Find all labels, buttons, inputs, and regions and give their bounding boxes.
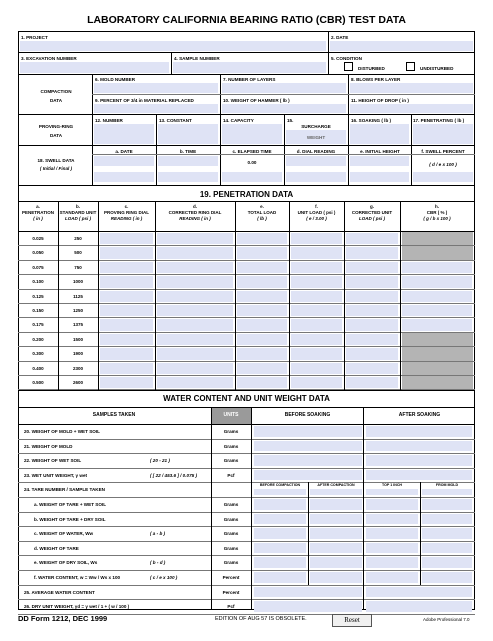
pen-input-cell[interactable]: [157, 363, 233, 374]
pen-header-unit: ( e / 3.00 ): [306, 216, 327, 221]
excavation-number-input[interactable]: [20, 62, 169, 73]
pen-input-cell[interactable]: [157, 348, 233, 359]
pen-standard-load-value: 1900: [72, 351, 83, 357]
disturbed-checkbox[interactable]: [344, 62, 353, 71]
pen-input-cell[interactable]: [346, 305, 398, 316]
pen-standard-load-value: 2300: [72, 365, 83, 371]
pen-header-unit: LOAD ( psi ): [65, 216, 91, 221]
after-soaking-header: AFTER SOAKING: [398, 412, 441, 418]
pen-input-cell[interactable]: [100, 276, 153, 287]
water-input-cell[interactable]: [310, 543, 362, 554]
water-row-formula: ( 20 - 21 ): [150, 458, 170, 464]
water-row-label: e. WEIGHT OF DRY SOIL, Ws: [34, 560, 98, 566]
pen-header-name: CBR ( % ): [426, 210, 448, 215]
pen-input-cell[interactable]: [237, 334, 287, 345]
blows-label: 8. BLOWS PER LAYER: [351, 77, 401, 82]
pen-header-name: CORRECTED UNIT: [351, 210, 393, 215]
pen-input-cell[interactable]: [100, 262, 153, 273]
water-input-cell[interactable]: [366, 543, 418, 554]
water-row-unit: Percent: [222, 589, 240, 595]
pen-penetration-value: 0.400: [32, 365, 44, 371]
tare-number-input[interactable]: [422, 489, 472, 495]
water-input-cell[interactable]: [254, 543, 306, 554]
ring-constant-label: 13. CONSTANT: [159, 118, 192, 123]
water-input-cell[interactable]: [310, 514, 362, 525]
ring-number-label: 12. NUMBER: [95, 118, 123, 123]
before-soaking-input[interactable]: [254, 587, 362, 598]
pen-header-name: PROVING RING DIAL: [103, 210, 149, 215]
pen-input-cell[interactable]: [237, 233, 287, 244]
pen-header-name: TOTAL LOAD: [247, 210, 277, 215]
pen-standard-load-value: 1000: [72, 279, 83, 285]
water-input-cell[interactable]: [422, 543, 472, 554]
undisturbed-checkbox[interactable]: [406, 62, 415, 71]
pen-input-cell[interactable]: [346, 276, 398, 287]
date-input[interactable]: [330, 41, 473, 51]
after-soaking-input[interactable]: [366, 601, 472, 612]
soaking-label: 16. SOAKING ( lb ): [351, 118, 392, 123]
hammer-label: 10. WEIGHT OF HAMMER ( lb ): [223, 98, 290, 103]
water-input-cell[interactable]: [366, 528, 418, 539]
pen-input-cell[interactable]: [100, 233, 153, 244]
cbr-input-cell[interactable]: [402, 305, 472, 316]
pen-input-cell[interactable]: [291, 291, 342, 302]
pen-penetration-value: 0.200: [32, 336, 44, 342]
cbr-shaded-cell: [402, 347, 473, 360]
swell-time-final[interactable]: [158, 172, 218, 182]
pen-standard-load-value: 1125: [73, 293, 83, 299]
penetration-title: 19. PENETRATION DATA: [199, 190, 294, 199]
pen-header-letter: e.: [260, 204, 264, 209]
water-input-cell[interactable]: [254, 557, 306, 568]
water-input-cell[interactable]: [310, 528, 362, 539]
pen-input-cell[interactable]: [237, 262, 287, 273]
water-input-cell[interactable]: [366, 514, 418, 525]
pen-input-cell[interactable]: [346, 377, 398, 388]
layers-input[interactable]: [222, 83, 346, 93]
sample-number-input[interactable]: [173, 62, 326, 73]
pen-input-cell[interactable]: [237, 363, 287, 374]
blows-input[interactable]: [350, 83, 473, 93]
before-soaking-input[interactable]: [254, 470, 362, 481]
water-row-label: d. WEIGHT OF TARE: [34, 545, 79, 551]
water-row-unit: Grams: [223, 516, 239, 522]
water-row-unit: Percent: [222, 575, 240, 580]
proving-ring-label-1: PROVING-RING: [38, 124, 74, 129]
pen-header-name: CORRECTED RING DIAL: [168, 210, 222, 215]
swell-percent-formula: ( d / e x 100 ): [429, 162, 457, 167]
water-subcol-header: TOP 1 INCH: [381, 483, 403, 488]
pen-header-letter: d.: [193, 204, 197, 209]
compaction-label-2: DATA: [49, 98, 63, 103]
pen-penetration-value: 0.125: [32, 293, 44, 299]
water-row-unit: Grams: [223, 560, 239, 566]
after-soaking-input[interactable]: [366, 455, 472, 466]
pen-penetration-value: 0.025: [32, 236, 44, 241]
cbr-input-cell[interactable]: [402, 276, 472, 287]
cbr-shaded-cell: [402, 246, 473, 259]
after-soaking-input[interactable]: [366, 426, 472, 437]
drop-label: 11. HEIGHT OF DROP ( in ): [351, 98, 409, 103]
swell-dial-initial[interactable]: [286, 156, 346, 166]
pen-input-cell[interactable]: [237, 247, 287, 258]
surcharge-label-3: WEIGHT: [306, 135, 326, 140]
swell-label-1: 18. SWELL DATA: [37, 158, 75, 163]
pen-penetration-value: 0.050: [32, 250, 44, 256]
pen-header-unit: READING ( in ): [110, 216, 143, 221]
pen-penetration-value: 0.075: [32, 264, 44, 270]
swell-dial-label: d. DIAL READING: [296, 149, 336, 154]
pen-input-cell[interactable]: [100, 319, 153, 330]
pen-input-cell[interactable]: [291, 305, 342, 316]
pen-standard-load-value: 750: [74, 264, 82, 270]
pen-standard-load-value: 250: [74, 236, 82, 241]
pen-standard-load-value: 1375: [72, 322, 83, 328]
before-soaking-input[interactable]: [254, 455, 362, 466]
pen-input-cell[interactable]: [346, 334, 398, 345]
water-input-cell[interactable]: [310, 572, 362, 583]
swell-percent-label: f. SWELL PERCENT: [421, 149, 465, 154]
pen-standard-load-value: 2600: [72, 380, 83, 385]
water-input-cell[interactable]: [422, 528, 472, 539]
water-row-label: 25. AVERAGE WATER CONTENT: [24, 589, 95, 595]
before-soaking-input[interactable]: [254, 601, 362, 612]
tare-number-input[interactable]: [310, 489, 362, 495]
reset-button[interactable]: Reset: [332, 614, 372, 627]
water-row-unit: Grams: [223, 545, 239, 551]
pen-input-cell[interactable]: [100, 377, 153, 388]
water-row-formula: ( a - b ): [150, 531, 166, 537]
pen-input-cell[interactable]: [100, 305, 153, 316]
water-input-cell[interactable]: [254, 572, 306, 583]
swell-elapsed-final[interactable]: [222, 172, 282, 182]
pen-input-cell[interactable]: [100, 348, 153, 359]
pen-input-cell[interactable]: [157, 262, 233, 273]
pen-header-letter: h.: [435, 204, 439, 209]
soaking-input[interactable]: [350, 124, 409, 144]
pen-header-unit: ( in ): [33, 216, 43, 221]
swell-date-final[interactable]: [94, 172, 154, 182]
swell-elapsed-value: 0.00: [247, 160, 257, 165]
pen-input-cell[interactable]: [237, 377, 287, 388]
pen-standard-load-value: 1250: [72, 308, 83, 313]
water-subcol-header: BEFORE COMPACTION: [259, 483, 301, 488]
project-label: 1. PROJECT: [21, 35, 48, 40]
pen-penetration-value: 0.500: [32, 380, 44, 385]
pen-input-cell[interactable]: [346, 348, 398, 359]
water-input-cell[interactable]: [422, 572, 472, 583]
pen-header-unit: ( lb ): [257, 216, 267, 221]
excavation-number-label: 3. EXCAVATION NUMBER: [21, 56, 77, 61]
cbr-shaded-cell: [402, 333, 473, 346]
water-subcol-header: FROM MOLD: [435, 483, 459, 488]
pen-input-cell[interactable]: [291, 319, 342, 330]
pen-input-cell[interactable]: [157, 334, 233, 345]
form-id: DD Form 1212, DEC 1999: [18, 614, 108, 623]
swell-height-label: e. INITIAL HEIGHT: [360, 149, 400, 154]
sample-number-label: 4. SAMPLE NUMBER: [174, 56, 220, 61]
surcharge-label-2: SURCHARGE: [301, 124, 331, 129]
compaction-label-1: COMPACTION: [40, 89, 72, 94]
after-soaking-input[interactable]: [366, 587, 472, 598]
cbr-input-cell[interactable]: [402, 291, 472, 302]
before-soaking-input[interactable]: [254, 441, 362, 452]
pen-input-cell[interactable]: [237, 276, 287, 287]
water-input-cell[interactable]: [422, 514, 472, 525]
pen-header-unit: READING ( in ): [179, 216, 211, 221]
software-note: Adobe Professional 7.0: [423, 617, 470, 622]
penetrating-input[interactable]: [413, 124, 473, 144]
proving-ring-label-2: DATA: [49, 133, 63, 138]
swell-elapsed-label: c. ELAPSED TIME: [232, 149, 272, 154]
swell-dial-final[interactable]: [286, 172, 346, 182]
before-soaking-input[interactable]: [254, 426, 362, 437]
percent-replaced-input[interactable]: [94, 104, 218, 113]
pen-input-cell[interactable]: [157, 319, 233, 330]
pen-input-cell[interactable]: [291, 247, 342, 258]
pen-penetration-value: 0.300: [32, 351, 44, 357]
pen-input-cell[interactable]: [237, 291, 287, 302]
water-subcol-header: AFTER COMPACTION: [317, 483, 355, 488]
pen-input-cell[interactable]: [100, 363, 153, 374]
pen-input-cell[interactable]: [237, 348, 287, 359]
pen-input-cell[interactable]: [346, 291, 398, 302]
condition-label: 5. CONDITION: [331, 56, 362, 61]
pen-input-cell[interactable]: [157, 247, 233, 258]
pen-header-name: UNIT LOAD ( psi ): [297, 210, 336, 215]
pen-input-cell[interactable]: [346, 233, 398, 244]
ring-number-input[interactable]: [94, 124, 154, 144]
water-title: WATER CONTENT AND UNIT WEIGHT DATA: [163, 394, 330, 403]
water-input-cell[interactable]: [310, 499, 362, 510]
pen-penetration-value: 0.175: [32, 322, 44, 328]
water-input-cell[interactable]: [254, 499, 306, 510]
pen-header-letter: b.: [76, 204, 80, 209]
form-title: LABORATORY CALIFORNIA BEARING RATIO (CBR) TEST DATA: [87, 14, 406, 26]
pen-header-name: STANDARD UNIT: [59, 210, 97, 215]
pen-input-cell[interactable]: [291, 262, 342, 273]
mold-number-label: 6. MOLD NUMBER: [95, 77, 136, 82]
water-input-cell[interactable]: [422, 499, 472, 510]
ring-capacity-label: 14. CAPACITY: [223, 118, 254, 123]
water-row-label: c. WEIGHT OF WATER, Ww: [34, 531, 94, 537]
cbr-shaded-cell: [402, 232, 473, 245]
tare-number-input[interactable]: [366, 489, 418, 495]
mold-number-input[interactable]: [94, 83, 218, 93]
swell-label-2: ( Initial / Final ): [39, 166, 73, 171]
pen-input-cell[interactable]: [157, 233, 233, 244]
pen-input-cell[interactable]: [291, 276, 342, 287]
water-row-unit: Grams: [223, 458, 239, 464]
pen-input-cell[interactable]: [237, 305, 287, 316]
cbr-shaded-cell: [402, 362, 473, 375]
water-input-cell[interactable]: [366, 499, 418, 510]
water-row-unit: Grams: [223, 429, 239, 434]
pen-input-cell[interactable]: [157, 377, 233, 388]
hammer-input[interactable]: [222, 104, 346, 113]
pen-input-cell[interactable]: [291, 334, 342, 345]
water-row-label: 20. WEIGHT OF MOLD + WET SOIL: [24, 429, 100, 434]
water-input-cell[interactable]: [254, 528, 306, 539]
pen-input-cell[interactable]: [346, 319, 398, 330]
water-row-label: b. WEIGHT OF TARE + DRY SOIL: [34, 516, 106, 522]
water-input-cell[interactable]: [422, 557, 472, 568]
water-row-label: f. WATER CONTENT, w = Ww / Ws x 100: [34, 575, 121, 580]
water-row-unit: Pcf: [227, 472, 235, 478]
swell-time-initial[interactable]: [158, 156, 218, 166]
water-row-unit: Grams: [223, 443, 239, 449]
cbr-shaded-cell: [402, 376, 473, 389]
water-input-cell[interactable]: [366, 557, 418, 568]
disturbed-label: DISTURBED: [358, 66, 385, 71]
project-input[interactable]: [20, 41, 326, 51]
swell-height-final[interactable]: [350, 172, 409, 182]
pen-penetration-value: 0.100: [32, 279, 44, 285]
water-row-label: 21. WEIGHT OF MOLD: [24, 443, 73, 449]
pen-input-cell[interactable]: [291, 363, 342, 374]
edition-note: EDITION OF AUG 57 IS OBSOLETE.: [215, 616, 307, 622]
layers-label: 7. NUMBER OF LAYERS: [223, 77, 276, 82]
swell-date-initial[interactable]: [94, 156, 154, 166]
surcharge-label-1: 15.: [287, 118, 294, 123]
water-row-label: 24. TARE NUMBER / SAMPLE TAKEN: [24, 487, 105, 493]
date-label: 2. DATE: [331, 35, 349, 40]
pen-standard-load-value: 500: [74, 250, 82, 256]
pen-input-cell[interactable]: [346, 363, 398, 374]
pen-input-cell[interactable]: [291, 348, 342, 359]
water-row-formula: ( [ 22 / 453.6 ] / 0.075 ): [150, 472, 197, 478]
pen-header-letter: g.: [370, 204, 374, 209]
pen-header-unit: ( g / b x 100 ): [423, 216, 451, 221]
cbr-input-cell[interactable]: [402, 262, 472, 273]
ring-capacity-input[interactable]: [222, 124, 282, 144]
water-row-formula: ( b - d ): [150, 560, 166, 566]
pen-input-cell[interactable]: [100, 291, 153, 302]
units-header: UNITS: [223, 412, 239, 418]
water-row-label: a. WEIGHT OF TARE + WET SOIL: [34, 502, 107, 507]
after-soaking-input[interactable]: [366, 441, 472, 452]
pen-input-cell[interactable]: [157, 276, 233, 287]
water-row-unit: Grams: [223, 531, 239, 537]
tare-number-input[interactable]: [254, 489, 306, 495]
water-row-unit: Pcf: [227, 604, 235, 610]
pen-header-unit: LOAD ( psi ): [359, 216, 385, 221]
pen-input-cell[interactable]: [291, 233, 342, 244]
water-input-cell[interactable]: [366, 572, 418, 583]
pen-input-cell[interactable]: [291, 377, 342, 388]
pen-header-letter: a.: [36, 204, 40, 209]
pen-input-cell[interactable]: [100, 247, 153, 258]
pen-penetration-value: 0.150: [32, 308, 44, 313]
water-row-unit: Grams: [223, 502, 239, 507]
undisturbed-label: UNDISTURBED: [420, 66, 454, 71]
pen-input-cell[interactable]: [237, 319, 287, 330]
cbr-input-cell[interactable]: [402, 319, 472, 330]
ring-constant-input[interactable]: [158, 124, 218, 144]
water-input-cell[interactable]: [310, 557, 362, 568]
after-soaking-input[interactable]: [366, 470, 472, 481]
pen-input-cell[interactable]: [157, 305, 233, 316]
pen-input-cell[interactable]: [157, 291, 233, 302]
percent-replaced-label: 9. PERCENT OF 3/4 in MATERIAL REPLACED: [95, 98, 194, 103]
penetrating-label: 17. PENETRATING ( lb ): [413, 118, 465, 123]
pen-header-name: PENETRATION: [22, 210, 54, 215]
water-row-label: 26. DRY UNIT WEIGHT, γd = γ wet / 1 + ( w / 100 ): [24, 604, 130, 610]
pen-header-letter: f.: [315, 204, 318, 209]
before-soaking-header: BEFORE SOAKING: [284, 412, 331, 418]
pen-input-cell[interactable]: [346, 247, 398, 258]
swell-date-label: a. DATE: [115, 149, 133, 154]
water-input-cell[interactable]: [254, 514, 306, 525]
drop-input[interactable]: [350, 104, 473, 113]
water-row-label: 22. WEIGHT OF WET SOIL: [24, 458, 82, 464]
samples-taken-header: SAMPLES TAKEN: [92, 412, 136, 418]
pen-input-cell[interactable]: [100, 334, 153, 345]
swell-height-initial[interactable]: [350, 156, 409, 166]
water-row-label: 23. WET UNIT WEIGHT, γ wet: [24, 472, 88, 478]
swell-time-label: b. TIME: [179, 149, 197, 154]
swell-percent-input[interactable]: [413, 172, 473, 182]
pen-header-letter: c.: [124, 204, 129, 209]
pen-standard-load-value: 1500: [72, 336, 83, 342]
water-row-formula: ( c / e x 100 ): [150, 575, 178, 580]
pen-input-cell[interactable]: [346, 262, 398, 273]
